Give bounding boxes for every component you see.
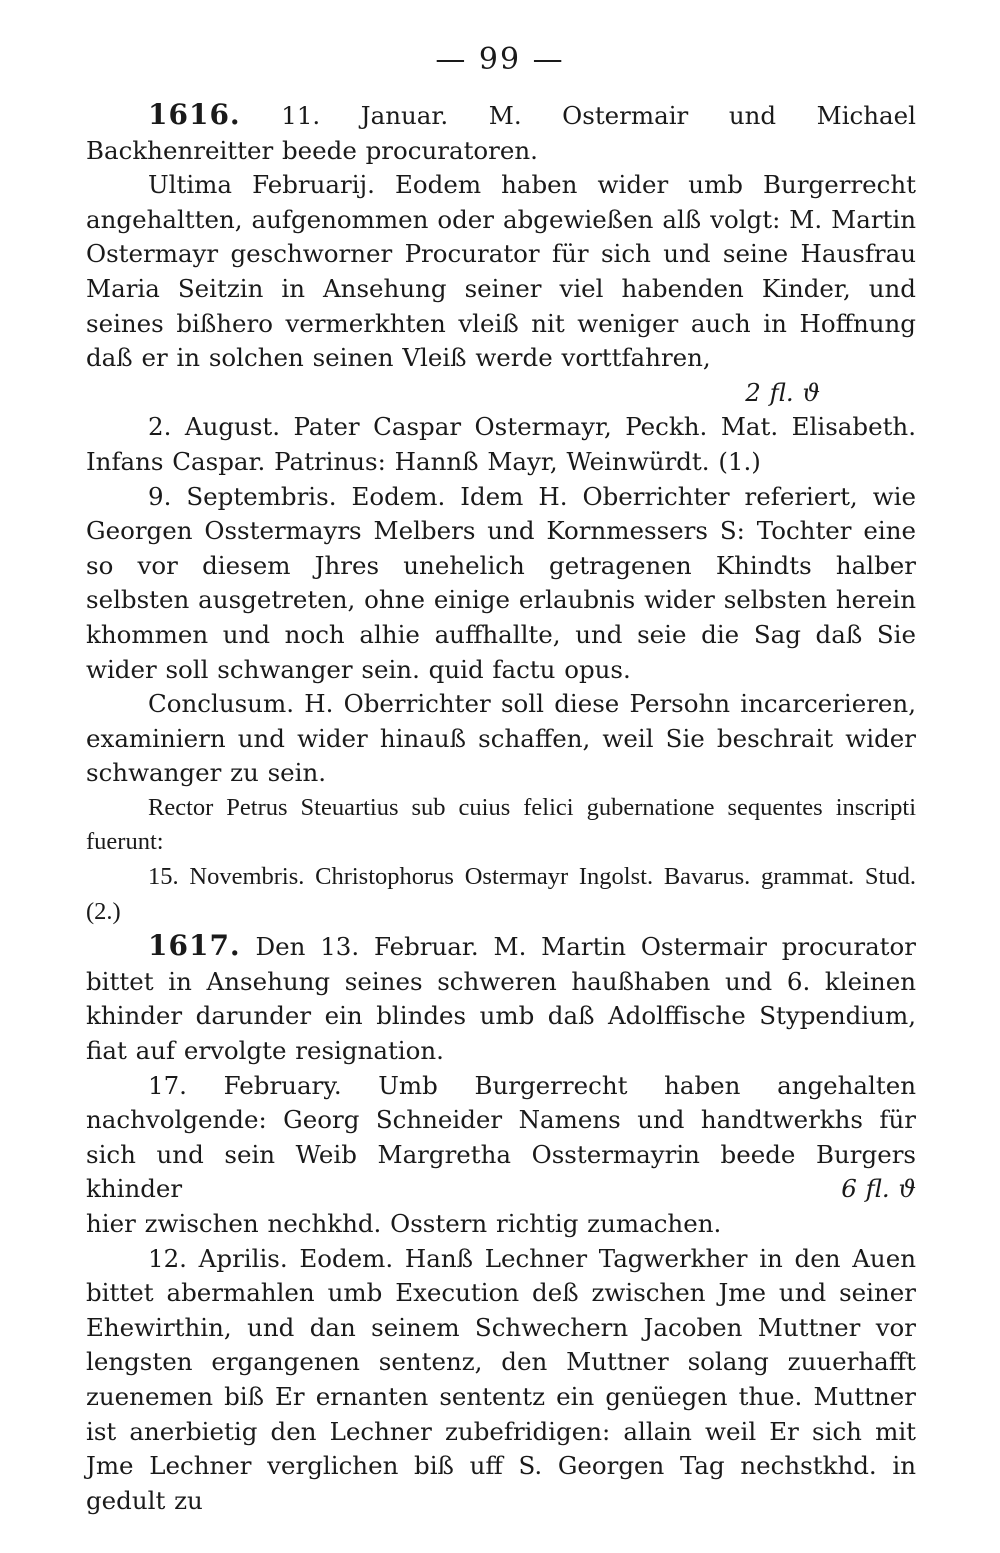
paragraph-february-burgerrecht [86,1069,916,1207]
paragraph-aprilis [86,1242,916,1519]
paragraph-text: 2. August. Pater Caspar Ostermayr, Peckh. Mat. Elisabeth. Infans Caspar. Patrinus: Hannß Mayr, Weinwürdt. (1.) [86,412,916,476]
page-number: — 99 — [435,42,565,77]
paragraph-february-continuation [86,1207,916,1242]
amount-value: 2 fl. ϑ [745,377,820,407]
paragraph-text: Rector Petrus Steuartius sub cuius felici gubernatione sequentes inscripti fuerunt: [86,793,916,856]
paragraph-1616-januar [86,98,916,168]
year-heading: 1617. [148,929,241,963]
paragraph-1617-februar [86,929,916,1068]
paragraph-novembris [86,860,916,929]
paragraph-text: 9. Septembris. Eodem. Idem H. Oberrichter referiert, wie Georgen Osstermayrs Melbers und Kornmessers S: Tochter eine so vor diesem Jhres unehelich getragenen Khindts halber selbsten ausgetreten, ohne einige erlaubnis wider selbsten herein khommen und noch alhie auffhallte, und seie die Sag daß Sie wider soll schwanger sein. quid factu opus. [86,481,916,684]
year-heading: 1616. [148,98,241,131]
paragraph-august [86,410,916,479]
paragraph-septembris [86,480,916,688]
text-body [86,98,916,1518]
paragraph-text: Conclusum. H. Oberrichter soll diese Persohn incarcerieren, examiniern und wider hinauß schaffen, weil Sie beschrait wider schwanger zu sein. [86,689,916,788]
amount-value: 6 fl. ϑ [841,1174,916,1204]
paragraph-conclusum [86,687,916,791]
paragraph-text: 12. Aprilis. Eodem. Hanß Lechner Tagwerkher in den Auen bittet abermahlen umb Execution deß zwischen Jme und seiner Ehewirthin, und dan seinem Schwechern Jacoben Muttner vor lengsten ergangenen sentenz, den Muttner solang zuuerhafft zuenemen biß Er ernanten sententz ein genüegen thue. Muttner ist anerbietig den Lechner zubefridigen: allain weil Er sich mit Jme Lechner verglichen biß uff S. Georgen Tag nechstkhd. in gedult zu [86,1243,916,1515]
paragraph-text: Den 13. Februar. M. Martin Ostermair procurator bittet in Ansehung seines schweren haußhaben und 6. kleinen khinder darunder ein blindes umb daß Adolffische Stypendium, fiat auf ervolgte resignation. [86,932,916,1066]
paragraph-ultima-februarij [86,168,916,410]
paragraph-text: Ultima Februarij. Eodem haben wider umb Burgerrecht angehaltten, aufgenommen oder abgewießen alß volgt: M. Martin Ostermayr geschworner Procurator für sich und seine Hausfrau Maria Seitzin in Ansehung seiner viel habenden Kinder, und seines bißhero vermerkhten vleiß nit weniger auch in Hoffnung daß er in solchen seinen Vleiß werde vorttfahren, [86,170,916,373]
paragraph-rector [86,791,916,860]
paragraph-text: 15. Novembris. Christophorus Ostermayr Ingolst. Bavarus. grammat. Stud. (2.) [86,863,916,925]
paragraph-text: hier zwischen nechkhd. Osstern richtig zumachen. [86,1209,722,1238]
paragraph-text: 11. Januar. M. Ostermair und Michael Backhenreitter beede procuratoren. [86,101,916,165]
paragraph-text: 17. February. Umb Burgerrecht haben angehalten nachvolgende: Georg Schneider Namens und handtwerkhs für sich und sein Weib Margretha Osstermayrin beede Burgers khinder [86,1070,916,1204]
